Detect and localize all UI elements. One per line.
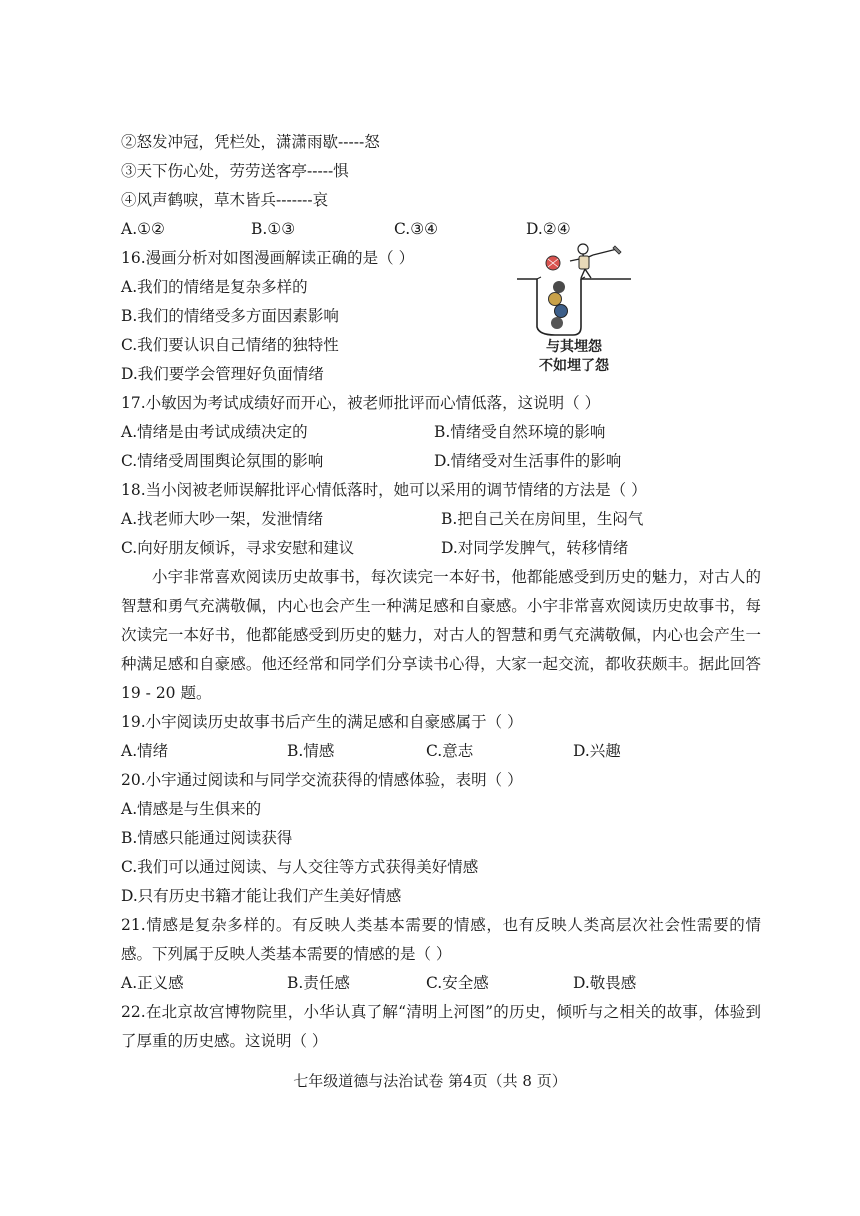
q18-option-d: D.对同学发脾气，转移情绪 <box>441 539 629 557</box>
q17-option-d: D.情绪受对生活事件的影响 <box>434 452 622 470</box>
q19-options <box>121 737 761 766</box>
q15-option-b: B.①③ <box>251 220 296 238</box>
q17-stem: 17.小敏因为考试成绩好而开心，被老师批评而心情低落，这说明（ ） <box>121 394 601 412</box>
q16-option-a: A.我们的情绪是复杂多样的 <box>121 278 308 296</box>
q17-option-a: A.情绪是由考试成绩决定的 <box>121 423 308 441</box>
q21-option-c: C.安全感 <box>426 974 489 992</box>
q15-item-3: ③天下伤心处，劳劳送客亭-----惧 <box>121 162 349 180</box>
q15-option-a: A.①② <box>121 220 165 238</box>
q21-options <box>121 969 761 998</box>
q18-option-a: A.找老师大吵一架，发泄情绪 <box>121 510 324 528</box>
q21-stem: 21.情感是复杂多样的。有反映人类基本需要的情感，也有反映人类高层次社会性需要的情感。下列属于反映人类基本需要的情感的是（ ） <box>121 916 761 963</box>
q16-stem: 16.漫画分析对如图漫画解读正确的是（ ） <box>121 249 415 267</box>
q20-option-b: B.情感只能通过阅读获得 <box>121 829 293 847</box>
q20-stem: 20.小宇通过阅读和与同学交流获得的情感体验，表明（ ） <box>121 771 523 789</box>
exam-content <box>121 128 761 1056</box>
q18-option-c: C.向好朋友倾诉，寻求安慰和建议 <box>121 539 355 557</box>
q18-stem: 18.当小闵被老师误解批评心情低落时，她可以采用的调节情绪的方法是（ ） <box>121 481 647 499</box>
q21-option-a: A.正义感 <box>121 974 184 992</box>
q18-option-b: B.把自己关在房间里，生闷气 <box>441 510 644 528</box>
q16-option-c: C.我们要认识自己情绪的独特性 <box>121 336 339 354</box>
q16-option-d: D.我们要学会管理好负面情绪 <box>121 365 324 383</box>
q19-stem: 19.小宇阅读历史故事书后产生的满足感和自豪感属于（ ） <box>121 713 523 731</box>
q18-options-row2 <box>121 534 761 563</box>
q15-item-4: ④风声鹤唳，草木皆兵-------哀 <box>121 191 329 209</box>
q20-option-d: D.只有历史书籍才能让我们产生美好情感 <box>121 887 402 905</box>
q20-option-c: C.我们可以通过阅读、与人交往等方式获得美好情感 <box>121 858 479 876</box>
q15-options <box>121 215 761 244</box>
q18-options-row1 <box>121 505 761 534</box>
reading-passage: 小宇非常喜欢阅读历史故事书，每次读完一本好书，他都能感受到历史的魅力，对古人的智慧和勇气充满敬佩，内心也会产生一种满足感和自豪感。小宇非常喜欢阅读历史故事书，每次读完一本好书，他都能感受到历史的魅力，对古人的智慧和勇气充满敬佩，内心也会产生一种满足感和自豪感。他还经常和同学们分享读书心得，大家一起交流，都收获颇丰。据此回答 19 - 20 题。 <box>121 568 761 702</box>
q19-option-b: B.情感 <box>287 742 335 760</box>
cartoon-caption-line1: 与其埋怨 <box>546 339 602 355</box>
q17-option-b: B.情绪受自然环境的影响 <box>434 423 606 441</box>
q17-options-row1 <box>121 418 761 447</box>
cartoon-drawing <box>515 243 633 376</box>
cartoon-caption-line2: 不如埋了怨 <box>539 358 609 374</box>
page-footer: 七年级道德与法治试卷 第4页（共 8 页） <box>293 1072 567 1090</box>
q20-option-a: A.情感是与生俱来的 <box>121 800 262 818</box>
q17-options-row2 <box>121 447 761 476</box>
q17-option-c: C.情绪受周围舆论氛围的影响 <box>121 452 324 470</box>
q15-item-2: ②怒发冲冠，凭栏处，潇潇雨歇-----怒 <box>121 133 380 151</box>
q19-option-a: A.情绪 <box>121 742 169 760</box>
q21-option-b: B.责任感 <box>287 974 350 992</box>
q21-option-d: D.敬畏感 <box>573 974 637 992</box>
q16-option-b: B.我们的情绪受多方面因素影响 <box>121 307 339 325</box>
q19-option-d: D.兴趣 <box>573 742 621 760</box>
q15-option-d: D.②④ <box>526 220 571 238</box>
q16-cartoon <box>515 243 633 376</box>
q19-option-c: C.意志 <box>426 742 474 760</box>
q22-stem: 22.在北京故宫博物院里，小华认真了解“清明上河图”的历史，倾听与之相关的故事，体验到了厚重的历史感。这说明（ ） <box>121 1003 761 1050</box>
q15-option-c: C.③④ <box>394 220 439 238</box>
